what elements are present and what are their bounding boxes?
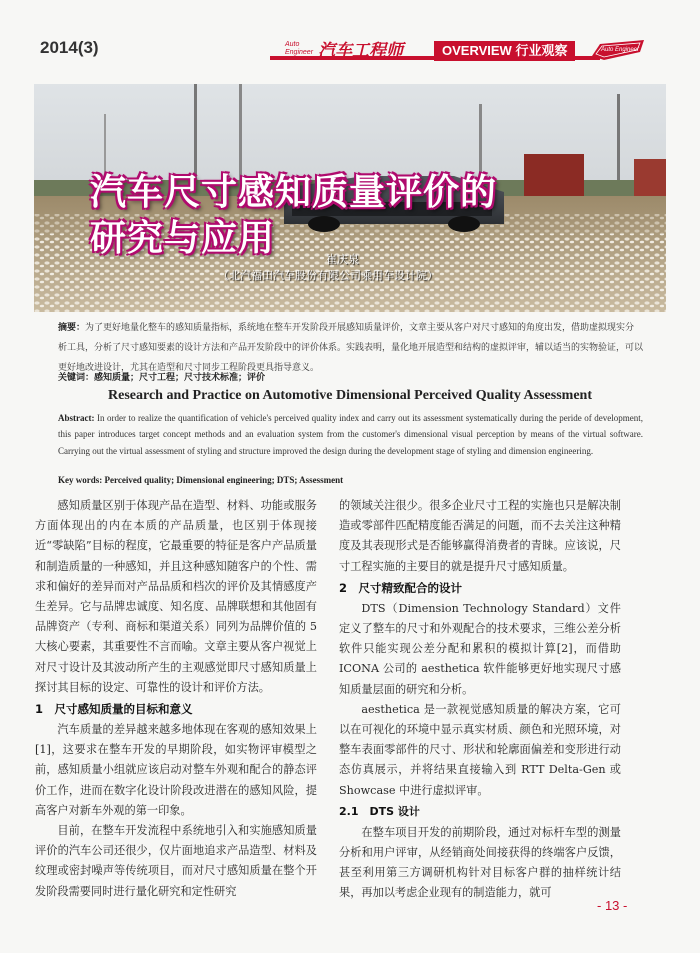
- auto-engineer-badge-icon: [590, 36, 646, 62]
- magazine-name: 汽车工程师: [318, 41, 404, 61]
- magazine-logo: [285, 36, 403, 61]
- section-2-heading: 2 尺寸精致配合的设计: [339, 580, 463, 595]
- issue-number: 2014(3): [40, 38, 99, 57]
- section-label: OVERVIEW 行业观察: [434, 41, 575, 61]
- section-2-1-paragraph-1: 在整车项目开发的前期阶段，通过对标杆车型的测量分析和用户评审，从经销商处间接获得的终端客户反馈，甚至利用第三方调研机构针对目标客户群的抽样统计结果，再加以考虑企业现有的制造能力，就可: [339, 825, 621, 900]
- article-title-line2: 研究与应用: [90, 218, 276, 259]
- body-right-column: [339, 496, 621, 904]
- article-title-line1: 汽车尺寸感知质量评价的: [90, 172, 498, 213]
- english-title: Research and Practice on Automotive Dimensional Perceived Quality Assessment: [108, 388, 592, 403]
- abstract-en-text: In order to realize the quantification of vehicle's perceived quality index and carry out its assessment systematically during the peride of development, this paper introduces target concept methods and an evaluation system from the customer's dimensional visual perception by means of the virtual software. Carrying out the virtual assessment of styling and structure improved the design during the development stage of styling and dimension engineering.: [58, 413, 643, 456]
- abstract-en: [58, 410, 643, 459]
- section-2-paragraph-1: DTS（Dimension Technology Standard）文件定义了整车的尺寸和外观配合的技术要求，三维公差分析软件只能实现公差分配和累积的模拟计算[2]，而借助 ICONA 公司的 aesthetica 软件能够更好地实现尺寸感知质量层面的研究和分析。: [339, 601, 621, 696]
- section-1-paragraph-1: 汽车质量的差异越来越多地体现在客观的感知效果上[1]，这要求在整车开发的早期阶段，如实物评审模型之前，感知质量小组就应该启动对整车外观和配合的静态评价工作，进而在数字化设计阶段改进潜在的感知风险，提高客户对新车外观的第一印象。: [35, 723, 317, 817]
- abstract-en-label: Abstract:: [58, 413, 95, 423]
- abstract-cn-label: 摘要：: [58, 323, 86, 333]
- keywords-cn: [58, 370, 265, 383]
- author-name: 崔庆泉: [326, 253, 359, 266]
- keywords-cn-label: 关键词：: [58, 373, 95, 383]
- continued-paragraph: 的领域关注很少。很多企业尺寸工程的实施也只是解决制造或零部件匹配精度能否满足的问题，而不去关注这种精度及其表现形式是否能够赢得消费者的青睐。应该说，尺寸工程实施的主要目的就是提升尺寸感知质量。: [339, 499, 621, 573]
- author-affiliation: （北汽福田汽车股份有限公司乘用车设计院）: [218, 269, 438, 282]
- section-1-heading: 1 尺寸感知质量的目标和意义: [35, 702, 193, 717]
- section-2-paragraph-2: aesthetica 是一款视觉感知质量的解决方案，它可以在可视化的环境中显示真实材质、颜色和光照环境，对整车表面零部件的尺寸、形状和轮廓面偏差和变形进行动态仿真展示，并将结果直接输入到 RTT Delta-Gen 或 Showcase 中进行虚拟评审。: [339, 702, 621, 797]
- intro-paragraph: 感知质量区别于体现产品在造型、材料、功能或服务方面体现出的内在本质的产品质量，也区别于体现接近“零缺陷”目标的程度，它最重要的特征是客户产品质量和制造质量的一种感知，并且这种感知随客户的个性、需求和偏好的差异而对产品品质和档次的评价及其情感度产生差异。它与品牌忠诚度、知名度、品牌联想和其他固有品牌资产（专利、商标和渠道关系）同列为品牌价值的 5 大核心要素，其重要性不言而喻。文章主要从客户视觉上对尺寸设计及其波动所产生的主观感觉即尺寸感知质量上探讨其目标的设定、可靠性的设计和评价方法。: [35, 499, 317, 694]
- logo-word-auto: Auto: [285, 40, 300, 48]
- page-number: - 13 -: [597, 898, 628, 913]
- keywords-en-text: Perceived quality; Dimensional engineering; DTS; Assessment: [104, 475, 344, 485]
- keywords-cn-text: 感知质量；尺寸工程；尺寸技术标准；评价: [94, 373, 266, 383]
- body-left-column: [35, 496, 317, 902]
- keywords-en-label: Key words:: [58, 475, 103, 485]
- badge-text: Auto Engineer: [600, 47, 640, 53]
- logo-word-engineer: Engineer: [285, 48, 314, 56]
- section-1-paragraph-2: 目前，在整车开发流程中系统地引入和实施感知质量评价的汽车公司还很少，仅片面地追求产品造型、材料及纹理或密封噪声等传统项目，而对尺寸感知质量在整个开发阶段需要同时进行量化研究和定性研究: [35, 824, 317, 898]
- magazine-logo-latin: [285, 41, 313, 57]
- abstract-cn: [58, 318, 643, 378]
- keywords-en: [58, 475, 343, 485]
- section-2-1-heading: 2.1 DTS 设计: [339, 804, 420, 818]
- abstract-cn-text: 为了更好地量化整车的感知质量指标，系统地在整车开发阶段开展感知质量评价，文章主要从客户对尺寸感知的角度出发，借助虚拟现实分析工具，分析了尺寸感知要素的设计方法和产品开发阶段中的评价体系。实践表明，量化地开展造型和结构的虚拟评审，辅以适当的实物验证，可以更好地改进设计，尤其在造型和尺寸同步工程阶段更具指导意义。: [58, 323, 644, 373]
